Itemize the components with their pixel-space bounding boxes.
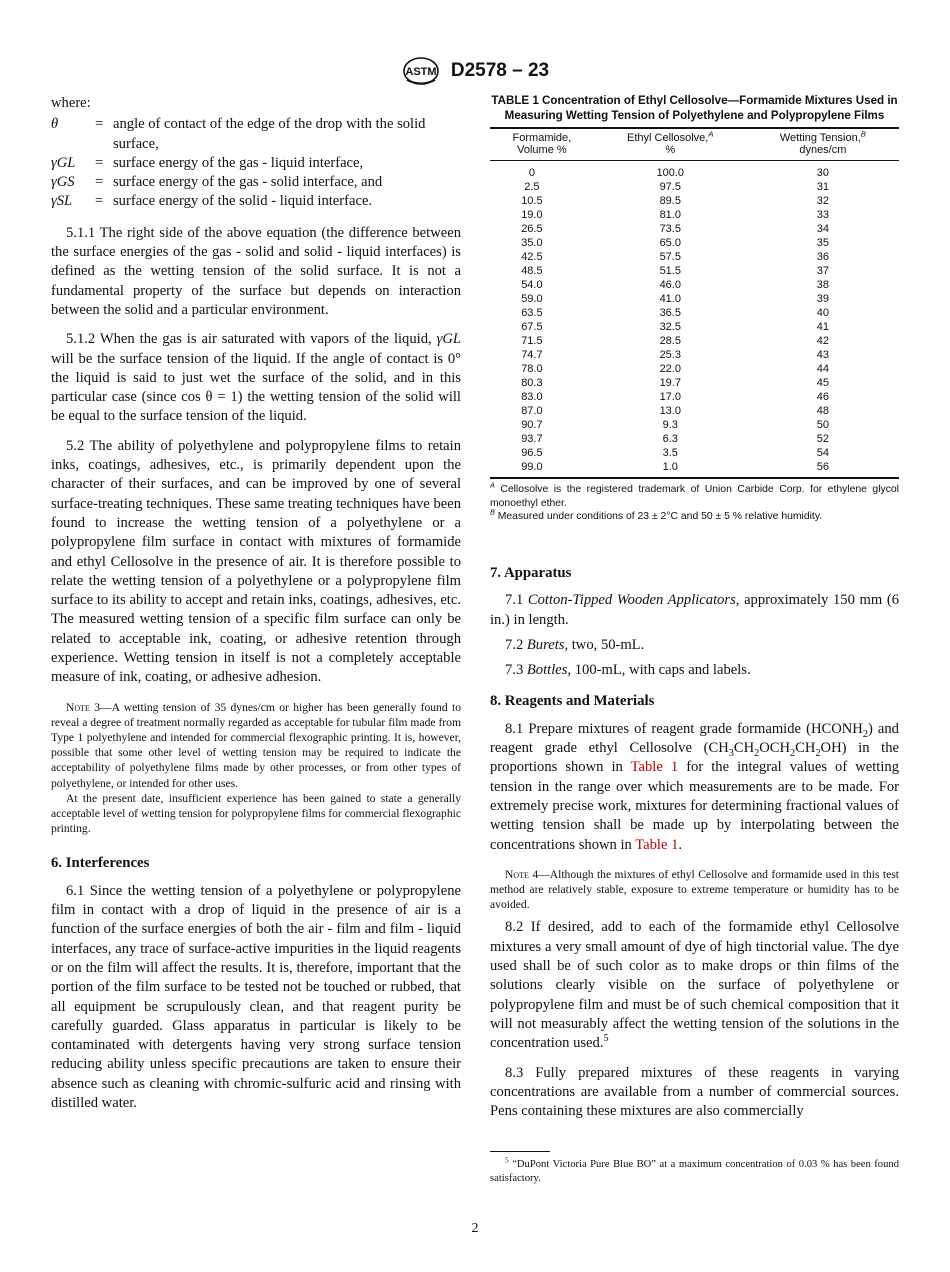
footnote-reference: 5 [603, 1033, 609, 1045]
table-header-cell [747, 128, 899, 161]
text-run: 5.1.2 When the gas is air saturated with vapors of the liquid, [66, 331, 437, 348]
table-cell: 59.0 [521, 293, 543, 306]
table-cell: 89.5 [659, 195, 681, 208]
table-cell: 50 [816, 419, 829, 432]
table-cell: 51.5 [659, 265, 681, 278]
table-cell: 31 [816, 181, 829, 194]
text-run: OCH [759, 740, 791, 757]
table-cell: 42.5 [521, 251, 543, 264]
page-number: 2 [471, 1221, 479, 1236]
table-header-cell [490, 128, 594, 161]
section-6-heading: 6. Interferences [51, 855, 150, 872]
table-row [490, 404, 899, 418]
table-cell: 19.7 [659, 377, 681, 390]
table-cell: 41.0 [659, 293, 681, 306]
text-run: 7.2 [505, 636, 527, 653]
table-cell: 46.0 [659, 279, 681, 292]
text-run: two, 50-mL. [568, 636, 645, 653]
table-cell: 83.0 [521, 391, 543, 404]
table-cell: 36.5 [659, 307, 681, 320]
table-cell: 10.5 [521, 195, 543, 208]
table-cell: 17.0 [659, 391, 681, 404]
subscript: 2 [862, 728, 868, 740]
note-4 [490, 867, 899, 913]
table-cell: 87.0 [521, 405, 543, 418]
header-line-1: Wetting Tension, [779, 132, 861, 145]
header-line-1: Ethyl Cellosolve, [627, 132, 709, 145]
table-1-link[interactable]: Table 1 [635, 836, 679, 853]
text-run: “DuPont Victoria Pure Blue BO” at a maximum concentration of 0.03 % has been found satisfactory. [490, 1159, 899, 1185]
text-run: CH [795, 740, 816, 757]
table-row [490, 432, 899, 446]
subscript: 2 [815, 747, 821, 759]
table-cell: 36 [816, 251, 829, 264]
text-run: CH [733, 740, 755, 757]
table-footnote [490, 507, 899, 524]
paragraph-7-3 [490, 661, 899, 680]
table-cell: 74.7 [521, 349, 543, 362]
definition-text: surface energy of the gas - solid interface, and [113, 174, 383, 191]
text-run: 3—A wetting tension of 35 dynes/cm or higher has been generally found to reveal a degree of treatment normally regarded as acceptable for tubular film made from Type 1 polyethylene and intended for commercial flexographic printing. It is, however, possible that some other level of wetting tension may be required to indicate the acceptability of polyethylene films made by other processes, or from other types of polyethylene, or intended for other uses. [51, 700, 461, 790]
table-cell: 35.0 [521, 237, 543, 250]
table-row [490, 194, 899, 208]
table-cell: 38 [816, 279, 829, 292]
definition-text: surface energy of the solid - liquid interface. [113, 193, 373, 210]
equals-sign: = [95, 193, 104, 210]
header-line-2: dynes/cm [799, 144, 847, 157]
table-cell: 19.0 [521, 209, 543, 222]
table-cell: 0 [528, 167, 535, 180]
table-cell: 93.7 [521, 433, 543, 446]
table-row [490, 292, 899, 306]
paragraph-7-2 [490, 636, 899, 655]
table-cell: 40 [816, 307, 829, 320]
table-cell: 25.3 [659, 349, 681, 362]
text-run: 100-mL, with caps and labels. [571, 662, 751, 679]
table-cell: 22.0 [659, 363, 681, 376]
table-cell: 39 [816, 293, 829, 306]
table-cell: 30 [816, 167, 829, 180]
table-footnote [490, 480, 899, 510]
table-cell: 13.0 [659, 405, 681, 418]
table-cell: 32.5 [659, 321, 681, 334]
section-8-heading: 8. Reagents and Materials [490, 693, 655, 710]
footnote-text: Measured under conditions of 23 ± 2°C and 50 ± 5 % relative humidity. [494, 511, 823, 523]
italic-text: Burets, [526, 636, 569, 653]
table-row [490, 222, 899, 236]
table-cell: 81.0 [659, 209, 681, 222]
table-cell: 63.5 [521, 307, 543, 320]
footnote-mark: B [490, 507, 495, 517]
table-row [490, 418, 899, 432]
section-7-heading: 7. Apparatus [490, 564, 572, 581]
paragraph-5-1-2 [51, 330, 461, 426]
table-cell: 52 [816, 433, 829, 446]
table-cell: 56 [747, 460, 899, 478]
footnote-5 [490, 1155, 899, 1186]
definition-text: surface energy of the gas - liquid interface, [113, 154, 364, 171]
text-run: 8.2 If desired, add to each of the formamide ethyl Cellosolve mixtures a very small amount of dye of high tinctorial value. The dye used shall be of such color as to make drops or thin films of the solutions clearly visible on the surface of polyethylene or polypropylene film and must be of such chemical composition that it will not measurably affect the wetting tension of the solutions in the concentration used. [490, 919, 899, 1052]
text-run: for the integral values of wetting tension in the range over which measurements are to be made. For extremely precise work, mixtures for determining fractional values of wetting tension shall be made up by interpolating between the concentrations shown in [490, 759, 900, 853]
table-cell: 41 [816, 321, 829, 334]
table-cell: 78.0 [521, 363, 543, 376]
table-row [490, 278, 899, 292]
table-cell: 43 [816, 349, 829, 362]
table-row [490, 390, 899, 404]
table-cell: 73.5 [659, 223, 681, 236]
italic-text: Cotton-Tipped Wooden Applicators, [527, 592, 740, 609]
table-cell: 54 [816, 447, 829, 460]
table-cell: 48 [816, 405, 829, 418]
table-cell: 96.5 [521, 447, 543, 460]
table-cell: 6.3 [662, 433, 678, 446]
text-run: 5.2 The ability of polyethylene and polypropylene films to retain inks, coatings, adhesives, etc., is primarily dependent upon the character of their surfaces, and can be improved by one of several surface-treating techniques. These same treating techniques have been found to increase the wetting tension of a polyethylene or a polypropylene film surface in contact with mixtures of formamide and ethyl Cellosolve in the presence of air. It is therefore possible to relate the wetting tension of a polyethylene or a polypropylene film surface to its ability to accept and retain inks, coatings, adhesives, etc. The measured wetting tension of a specific film surface can only be related to acceptable ink, coating, or adhesive retention through experience. Wetting tension in itself is not a completely acceptable measure of ink, coating, or adhesive adhesion. [51, 437, 461, 686]
table-cell: 35 [816, 237, 829, 250]
text-run: 5.1.1 The right side of the above equation (the difference between the surface energies of the gas - solid and solid - liquid interfaces) is defined as the wetting tension of the solid surface. It is not a fundamental property of the surface but depends on interaction between the solid and a particular environment. [51, 224, 461, 318]
table-cell: 90.7 [521, 419, 543, 432]
table-cell: 99.0 [490, 460, 594, 478]
table-cell: 57.5 [659, 251, 681, 264]
definition-symbol: γGL [51, 154, 76, 171]
equals-sign: = [95, 116, 104, 133]
table-cell: 71.5 [521, 335, 543, 348]
text-run: OH) in the proportions shown in [490, 740, 899, 776]
table-cell: 48.5 [521, 265, 543, 278]
table-cell: 97.5 [659, 181, 681, 194]
definition-symbol: θ [51, 116, 59, 133]
note-label: Note [66, 700, 90, 714]
definition-symbol: γGS [51, 174, 75, 191]
table-row [490, 362, 899, 376]
text-run: 7.3 [505, 662, 527, 679]
astm-logo-icon [401, 56, 441, 86]
note-3 [51, 700, 461, 791]
note-3-continued [51, 791, 461, 837]
table-row [490, 460, 899, 478]
equals-sign: = [95, 174, 104, 191]
table-cell: 26.5 [521, 223, 543, 236]
table-row [490, 376, 899, 390]
table-cell: 67.5 [521, 321, 543, 334]
paragraph-5-1-1 [51, 224, 461, 320]
table-cell: 42 [816, 335, 829, 348]
paragraph-7-1 [490, 591, 899, 630]
table-row [490, 264, 899, 278]
paragraph-8-2 [490, 918, 899, 1053]
footnote-reference: 5 [505, 1155, 509, 1165]
table-cell: 34 [816, 223, 829, 236]
table-row [490, 334, 899, 348]
text-run: 8.1 Prepare mixtures of reagent grade formamide (HCONH [505, 720, 863, 737]
subscript: 2 [754, 747, 760, 759]
table-header-cell [594, 128, 747, 161]
table-cell: 2.5 [524, 181, 540, 194]
text-run: At the present date, insufficient experience has been gained to state a generally acceptable level of wetting tension for polypropylene films for commercial flexographic printing. [51, 791, 461, 836]
table-cell: 65.0 [659, 237, 681, 250]
note-label: Note [505, 867, 529, 881]
table-row [490, 180, 899, 194]
document-designation: D2578 – 23 [450, 60, 550, 81]
where-label: where: [51, 95, 91, 111]
text-run: 7.1 [505, 592, 528, 609]
table-row [490, 161, 899, 181]
left-column [51, 94, 461, 1123]
table-1-title: TABLE 1 Concentration of Ethyl Cellosolve—Formamide Mixtures Used in Measuring Wetting Tension of Polyethylene and Polypropylene Films [491, 94, 898, 122]
table-cell: 45 [816, 377, 829, 390]
header-line-1: Formamide, [512, 132, 572, 145]
right-column [490, 94, 899, 1186]
paragraph-6-1 [51, 882, 461, 1114]
subscript: 2 [790, 747, 796, 759]
text-run: 4—Although the mixtures of ethyl Cellosolve and formamide used in this test method are relatively stable, exposure to extreme temperature or humidity has to be avoided. [490, 867, 899, 912]
table-cell: 80.3 [521, 377, 543, 390]
table-cell: 46 [816, 391, 829, 404]
footnote-mark: B [860, 129, 866, 139]
text-run: 8.3 Fully prepared mixtures of these reagents in varying concentrations are available from a number of commercial sources. Pens containing these mixtures are also commercially [490, 1064, 899, 1120]
text-run: will be the surface tension of the liquid. If the angle of contact is 0° the liquid is said to just wet the surface of the solid, and in this particular case (since cos θ = 1) the wetting tension of the solid will be equal to the surface tension of the liquid. [51, 350, 461, 425]
italic-text: Bottles, [526, 662, 572, 679]
table-row [490, 208, 899, 222]
text-run: ) and reagent grade ethyl Cellosolve (CH [490, 720, 899, 757]
table-row [490, 348, 899, 362]
paragraph-5-2 [51, 437, 461, 688]
header-line-2: Volume % [517, 144, 567, 157]
table-cell: 100.0 [656, 167, 685, 180]
header-line-2: % [665, 144, 676, 157]
definitions-list [51, 115, 461, 211]
svg-text:ASTM: ASTM [405, 66, 437, 78]
table-row [490, 320, 899, 334]
footnote-mark: A [490, 480, 495, 490]
table-cell: 1.0 [594, 460, 747, 478]
table-cell: 28.5 [659, 335, 681, 348]
subscript: 3 [728, 747, 734, 759]
table-cell: 9.3 [662, 419, 678, 432]
table-cell: 3.5 [662, 447, 678, 460]
table-1 [490, 127, 899, 479]
page-header [0, 56, 950, 86]
table-row [490, 250, 899, 264]
text-run: . [678, 836, 683, 853]
table-cell: 54.0 [521, 279, 543, 292]
equals-sign: = [95, 154, 104, 171]
definition-text: angle of contact of the edge of the drop with the solid surface, [113, 116, 426, 152]
paragraph-8-1 [490, 720, 899, 855]
text-run: approximately 150 mm (6 in.) in length. [490, 592, 900, 628]
paragraph-8-3 [490, 1064, 899, 1122]
table-cell: 33 [816, 209, 829, 222]
footnote-mark: A [708, 129, 714, 139]
footnote-divider [490, 1151, 550, 1152]
table-1-link[interactable]: Table 1 [630, 759, 679, 776]
text-run: 6.1 Since the wetting tension of a polyethylene or polypropylene film in contact with a drop of liquid in the presence of air is a function of the surface energies of both the air - film and film - liquid interfaces, any trace of surface-active impurities in the liquid reagents or on the film will affect the results. It is, therefore, important that the portion of the film surface to be tested not be touched or rubbed, that all equipment be scrupulously clean, and that reagent purity be carefully guarded. Glass apparatus in particular is likely to be contaminated with detergents having very strong surface tension reducing ability unless specific precautions are taken to ensure their absence such as cleaning with chromic-sulfuric acid and rinsing with distilled water. [51, 882, 461, 1111]
table-row [490, 306, 899, 320]
footnote-text: Cellosolve is the registered trademark of Union Carbide Corp. for ethylene glycol monoethyl ether. [490, 484, 899, 509]
table-cell: 37 [816, 265, 829, 278]
table-cell: 44 [816, 363, 829, 376]
table-row [490, 446, 899, 460]
table-row [490, 236, 899, 250]
italic-text: γGL [436, 331, 461, 348]
definition-symbol: γSL [51, 193, 73, 210]
table-cell: 32 [816, 195, 829, 208]
